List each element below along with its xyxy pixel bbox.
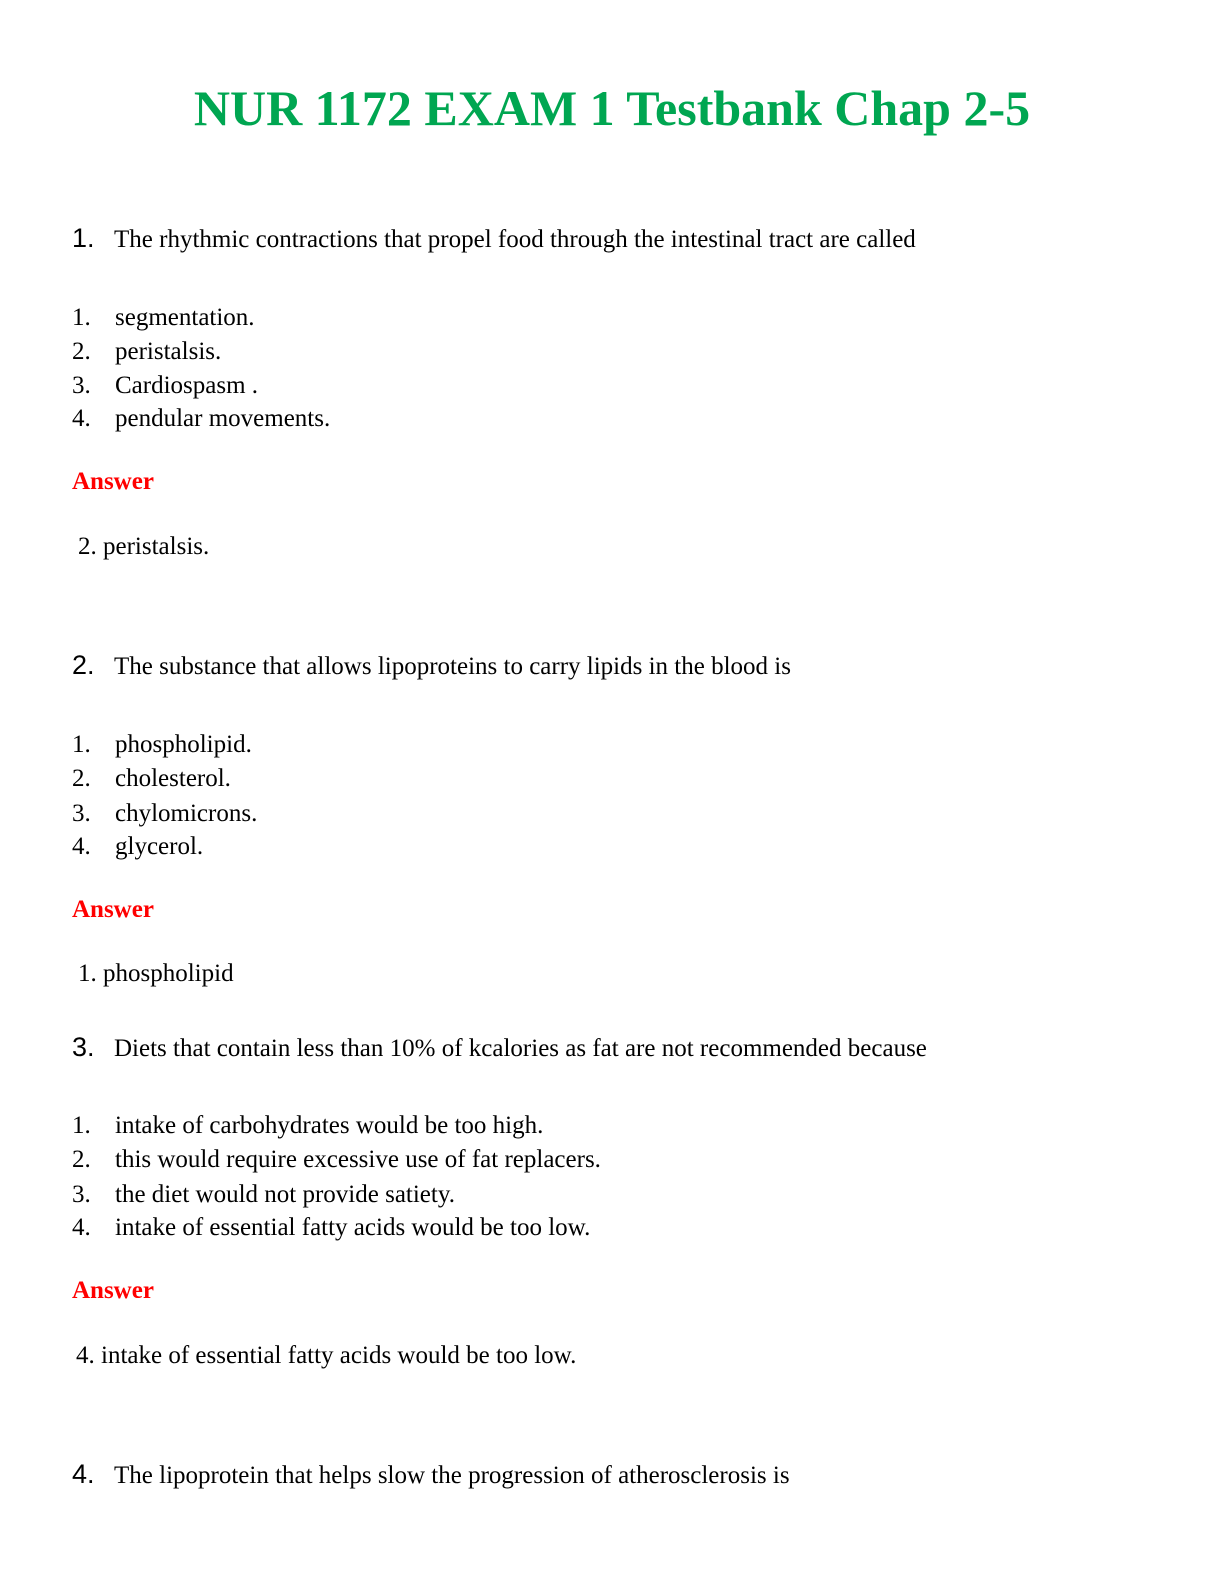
option-3-3 xyxy=(72,1180,455,1210)
option-text: peristalsis. xyxy=(115,338,222,365)
option-text: this would require excessive use of fat replacers. xyxy=(115,1146,601,1173)
question-1 xyxy=(72,223,916,255)
option-3-1 xyxy=(72,1111,543,1141)
option-1-3 xyxy=(72,371,258,401)
option-text: intake of essential fatty acids would be too low. xyxy=(115,1214,591,1241)
answer-text: 1. phospholipid xyxy=(78,960,234,987)
option-number: 3. xyxy=(72,800,91,827)
option-text: pendular movements. xyxy=(115,405,331,432)
question-number: 4. xyxy=(72,1459,95,1489)
question-2 xyxy=(72,650,791,682)
option-text: chylomicrons. xyxy=(115,800,258,827)
question-text: The rhythmic contractions that propel food through the intestinal tract are called xyxy=(114,226,916,253)
answer-label: Answer xyxy=(72,1277,154,1304)
option-text: phospholipid. xyxy=(115,731,252,758)
option-number: 4. xyxy=(72,405,91,432)
option-number: 1. xyxy=(72,731,91,758)
option-number: 2. xyxy=(72,338,91,365)
option-text: intake of carbohydrates would be too high. xyxy=(115,1112,544,1139)
option-text: segmentation. xyxy=(115,304,255,331)
page-title: NUR 1172 EXAM 1 Testbank Chap 2-5 xyxy=(193,80,1031,136)
option-3-4 xyxy=(72,1213,590,1243)
option-number: 4. xyxy=(72,1214,91,1241)
option-number: 4. xyxy=(72,833,91,860)
answer-text: 2. peristalsis. xyxy=(78,533,210,560)
option-text: the diet would not provide satiety. xyxy=(115,1181,455,1208)
question-text: The lipoprotein that helps slow the progression of atherosclerosis is xyxy=(114,1462,790,1489)
option-text: Cardiospasm . xyxy=(115,372,259,399)
option-number: 2. xyxy=(72,1146,91,1173)
question-text: The substance that allows lipoproteins to carry lipids in the blood is xyxy=(114,653,791,680)
option-2-1 xyxy=(72,730,252,760)
option-number: 2. xyxy=(72,765,91,792)
option-number: 3. xyxy=(72,372,91,399)
option-text: cholesterol. xyxy=(115,765,231,792)
answer-label: Answer xyxy=(72,896,154,923)
option-2-4 xyxy=(72,832,203,862)
option-1-4 xyxy=(72,404,330,434)
option-number: 1. xyxy=(72,304,91,331)
answer-text: 4. intake of essential fatty acids would be too low. xyxy=(76,1342,577,1369)
option-text: glycerol. xyxy=(115,833,204,860)
question-3 xyxy=(72,1032,927,1064)
question-number: 3. xyxy=(72,1032,95,1062)
question-number: 1. xyxy=(72,223,95,253)
option-3-2 xyxy=(72,1145,601,1175)
question-number: 2. xyxy=(72,650,95,680)
question-4 xyxy=(72,1459,790,1491)
option-2-3 xyxy=(72,799,257,829)
option-2-2 xyxy=(72,764,231,794)
answer-label: Answer xyxy=(72,468,154,495)
option-1-1 xyxy=(72,303,255,333)
question-text: Diets that contain less than 10% of kcalories as fat are not recommended because xyxy=(114,1035,927,1062)
option-number: 3. xyxy=(72,1181,91,1208)
option-number: 1. xyxy=(72,1112,91,1139)
option-1-2 xyxy=(72,337,221,367)
